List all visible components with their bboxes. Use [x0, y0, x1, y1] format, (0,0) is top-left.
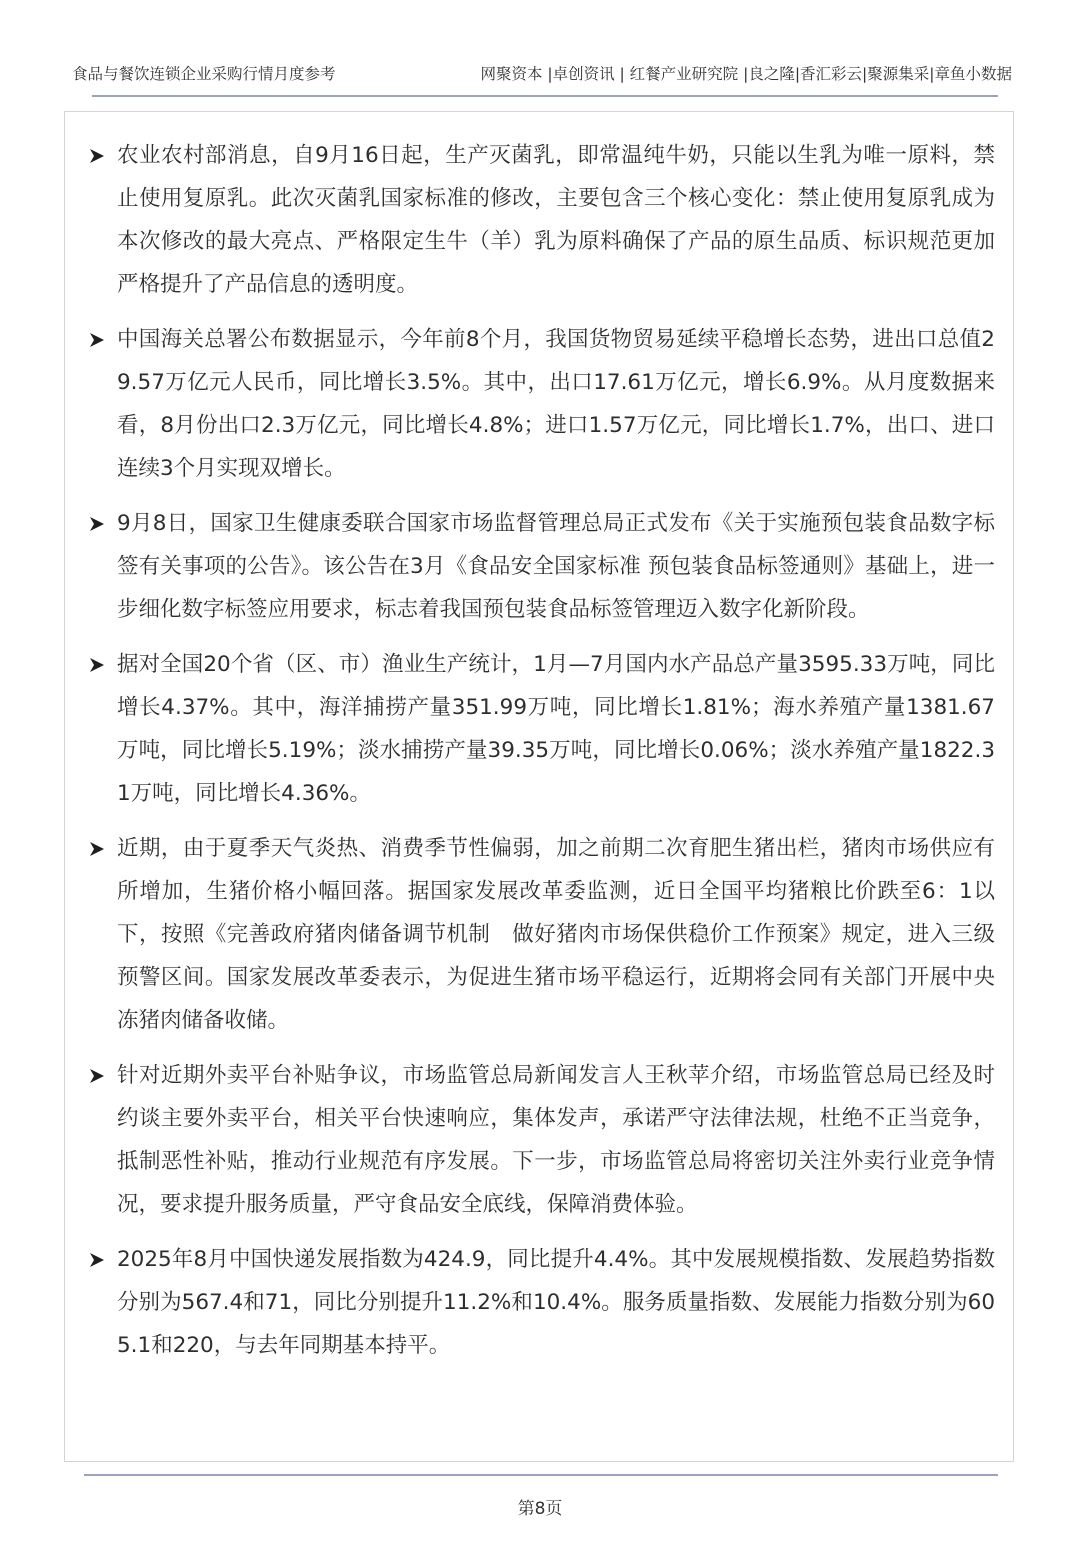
list-item-text: 近期，由于夏季天气炎热、消费季节性偏弱，加之前期二次育肥生猪出栏，猪肉市场供应有所增加，生猪价格小幅回落。据国家发展改革委监测，近日全国平均猪粮比价跌至6：1以下，按照《完善政府猪肉储备调节机制 做好猪肉市场保供稳价工作预案》规定，进入三级预警区间。国家发展改革委表示，为促进生猪市场平稳运行，近期将会同有关部门开展中央冻猪肉储备收储。 [117, 836, 995, 1033]
arrow-bullet-icon [89, 643, 109, 686]
arrow-bullet-icon [89, 134, 109, 177]
news-list [89, 134, 995, 1379]
list-item [89, 502, 995, 631]
list-item [89, 134, 995, 306]
list-item-text: 9月8日，国家卫生健康委联合国家市场监督管理总局正式发布《关于实施预包装食品数字标签有关事项的公告》。该公告在3月《食品安全国家标准 预包装食品标签通则》基础上，进一步细化数字标签应用要求，标志着我国预包装食品标签管理迈入数字化新阶段。 [117, 511, 995, 622]
list-item [89, 318, 995, 490]
footer-divider [84, 1474, 998, 1476]
list-item [89, 827, 995, 1042]
page-header [72, 60, 1012, 88]
arrow-bullet-icon [89, 1054, 109, 1097]
list-item-text: 针对近期外卖平台补贴争议，市场监管总局新闻发言人王秋苹介绍，市场监管总局已经及时约谈主要外卖平台，相关平台快速响应，集体发声，承诺严守法律法规，杜绝不正当竞争，抵制恶性补贴，推动行业规范有序发展。下一步，市场监管总局将密切关注外卖行业竞争情况，要求提升服务质量，严守食品安全底线，保障消费体验。 [117, 1063, 995, 1217]
arrow-bullet-icon [89, 1238, 109, 1281]
arrow-bullet-icon [89, 827, 109, 870]
list-item-text: 2025年8月中国快递发展指数为424.9，同比提升4.4%。其中发展规模指数、发展趋势指数分别为567.4和71，同比分别提升11.2%和10.4%。服务质量指数、发展能力指数分别为605.1和220，与去年同期基本持平。 [117, 1247, 995, 1358]
list-item [89, 1238, 995, 1367]
header-sources: 网聚资本 |卓创资讯 | 红餐产业研究院 |良之隆|香汇彩云|聚源集采|章鱼小数据 [480, 65, 1012, 83]
arrow-bullet-icon [89, 318, 109, 361]
list-item-text: 据对全国20个省（区、市）渔业生产统计，1月—7月国内水产品总产量3595.33万吨，同比增长4.37%。其中，海洋捕捞产量351.99万吨，同比增长1.81%；海水养殖产量1381.67万吨，同比增长5.19%；淡水捕捞产量39.35万吨，同比增长0.06%；淡水养殖产量1822.31万吨，同比增长4.36%。 [117, 652, 995, 806]
list-item-text: 中国海关总署公布数据显示，今年前8个月，我国货物贸易延续平稳增长态势，进出口总值29.57万亿元人民币，同比增长3.5%。其中，出口17.61万亿元，增长6.9%。从月度数据来看，8月份出口2.3万亿元，同比增长4.8%；进口1.57万亿元，同比增长1.7%，出口、进口连续3个月实现双增长。 [117, 327, 995, 481]
arrow-bullet-icon [89, 502, 109, 545]
list-item [89, 643, 995, 815]
page-number: 第8页 [517, 1499, 563, 1519]
list-item [89, 1054, 995, 1226]
content-panel [64, 111, 1014, 1462]
header-divider [92, 95, 998, 97]
header-title: 食品与餐饮连锁企业采购行情月度参考 [72, 65, 336, 83]
list-item-text: 农业农村部消息，自9月16日起，生产灭菌乳，即常温纯牛奶，只能以生乳为唯一原料，禁止使用复原乳。此次灭菌乳国家标准的修改，主要包含三个核心变化：禁止使用复原乳成为本次修改的最大亮点、严格限定生牛（羊）乳为原料确保了产品的原生品质、标识规范更加严格提升了产品信息的透明度。 [117, 143, 995, 297]
